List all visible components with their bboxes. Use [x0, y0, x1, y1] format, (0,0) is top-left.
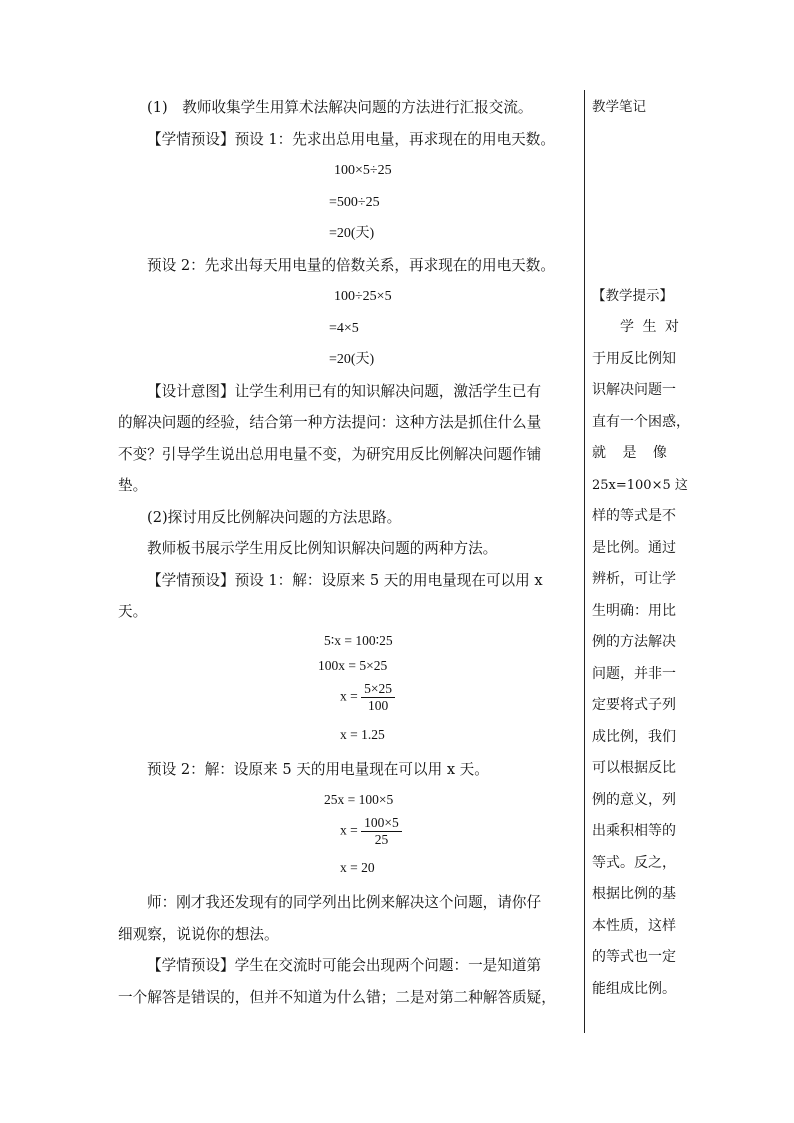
eq2-line2-lhs: x = [340, 822, 358, 838]
tip-line-15: 可以根据反比 [592, 760, 676, 776]
tip-line-5: 就 是 像 [592, 445, 667, 461]
side-column [592, 92, 690, 1005]
tip-line-18: 等式。反之， [592, 854, 676, 871]
tip-line-13: 定要将式子列 [592, 697, 676, 713]
tip-line-20: 本性质，这样 [592, 917, 676, 934]
explore-heading: (2)探讨用反比例解决问题的方法思路。 [147, 508, 402, 526]
calc1-line3: =20(天) [329, 226, 375, 241]
tip-line-7: 样的等式是不 [592, 508, 676, 524]
tip-line-16: 例的意义，列 [592, 791, 676, 808]
tip-line-22: 能组成比例。 [592, 980, 676, 997]
eq2-line1: 25x = 100×5 [324, 792, 394, 807]
teacher-line1: 师：刚才我还发现有的同学列出比例来解决这个问题，请你仔 [147, 894, 542, 911]
eq1-denominator: 100 [367, 698, 389, 713]
tip-title: 【教学提示】 [592, 287, 673, 304]
design-intent-line4: 垫。 [118, 477, 148, 494]
design-intent-line3: 不变？引导学生说出总用电量不变，为研究用反比例解决问题作铺 [118, 445, 542, 463]
eq1-fraction [361, 681, 395, 714]
design-intent-line1: 【设计意图】让学生利用已有的知识解决问题，激活学生已有 [147, 382, 542, 400]
tip-line-12: 问题，并非一 [592, 665, 676, 682]
preset-2: 预设 2：先求出每天用电量的倍数关系，再求现在的用电天数。 [147, 256, 555, 274]
preset-5-line1: 【学情预设】学生在交流时可能会出现两个问题：一是知道第 [147, 957, 542, 974]
eq2-denominator: 25 [374, 832, 389, 847]
eq1-line3-lhs: x = [340, 688, 358, 704]
eq1-numerator: 5×25 [361, 681, 395, 698]
calc1-line1: 100×5÷25 [334, 163, 392, 178]
tip-line-10: 生明确：用比 [592, 602, 676, 619]
tip-line-4: 直有一个困惑， [592, 413, 690, 430]
tip-line-6: 25x=100×5 这 [592, 477, 688, 493]
eq1-line4: x = 1.25 [340, 727, 385, 742]
tip-line-11: 例的方法解决 [592, 634, 676, 650]
main-column-2 [118, 754, 584, 786]
tip-line-21: 的等式也一定 [592, 949, 676, 965]
calc2-line2: =4×5 [329, 320, 359, 336]
method-intro: (1) 教师收集学生用算术法解决问题的方法进行汇报交流。 [147, 99, 533, 116]
board-note: 教师板书展示学生用反比例知识解决问题的两种方法。 [147, 540, 498, 557]
eq1-line3 [340, 681, 395, 714]
eq1-line2: 100x = 5×25 [318, 658, 388, 673]
tip-line-9: 辨析，可让学 [592, 571, 676, 587]
notes-title: 教学笔记 [592, 99, 646, 115]
eq2-line2 [340, 815, 402, 848]
calc1-line2: =500÷25 [329, 194, 380, 210]
eq2-numerator: 100×5 [361, 815, 402, 832]
tip-line-2: 于用反比例知 [592, 350, 676, 367]
tip-line-19: 根据比例的基 [592, 886, 676, 902]
preset-3-line1: 【学情预设】预设 1：解：设原来 5 天的用电量现在可以用 x [147, 571, 543, 589]
tip-line-1: 学 生 对 [620, 319, 681, 335]
tip-line-14: 成比例，我们 [592, 728, 676, 745]
calc2-line1: 100÷25×5 [334, 289, 392, 304]
calc2-line3: =20(天) [329, 352, 375, 367]
main-column [118, 92, 584, 628]
eq1-line1: 5∶x = 100∶25 [324, 633, 393, 648]
preset-4: 预设 2：解：设原来 5 天的用电量现在可以用 x 天。 [147, 761, 489, 778]
eq2-fraction [361, 815, 402, 848]
eq2-line3: x = 20 [340, 860, 375, 875]
preset-5-line2: 一个解答是错误的，但并不知道为什么错；二是对第二种解答质疑， [118, 988, 556, 1006]
notes-space [592, 124, 680, 281]
main-column-3 [118, 887, 584, 1013]
teacher-line2: 细观察，说说你的想法。 [118, 925, 279, 943]
column-divider [584, 90, 585, 1033]
tip-line-17: 出乘积相等的 [592, 823, 676, 839]
preset-1: 【学情预设】预设 1：先求出总用电量，再求现在的用电天数。 [147, 130, 555, 148]
preset-3-line2: 天。 [118, 603, 148, 620]
tip-line-3: 识解决问题一 [592, 382, 676, 398]
tip-line-8: 是比例。通过 [592, 539, 676, 556]
design-intent-line2: 的解决问题的经验，结合第一种方法提问：这种方法是抓住什么量 [118, 414, 542, 431]
